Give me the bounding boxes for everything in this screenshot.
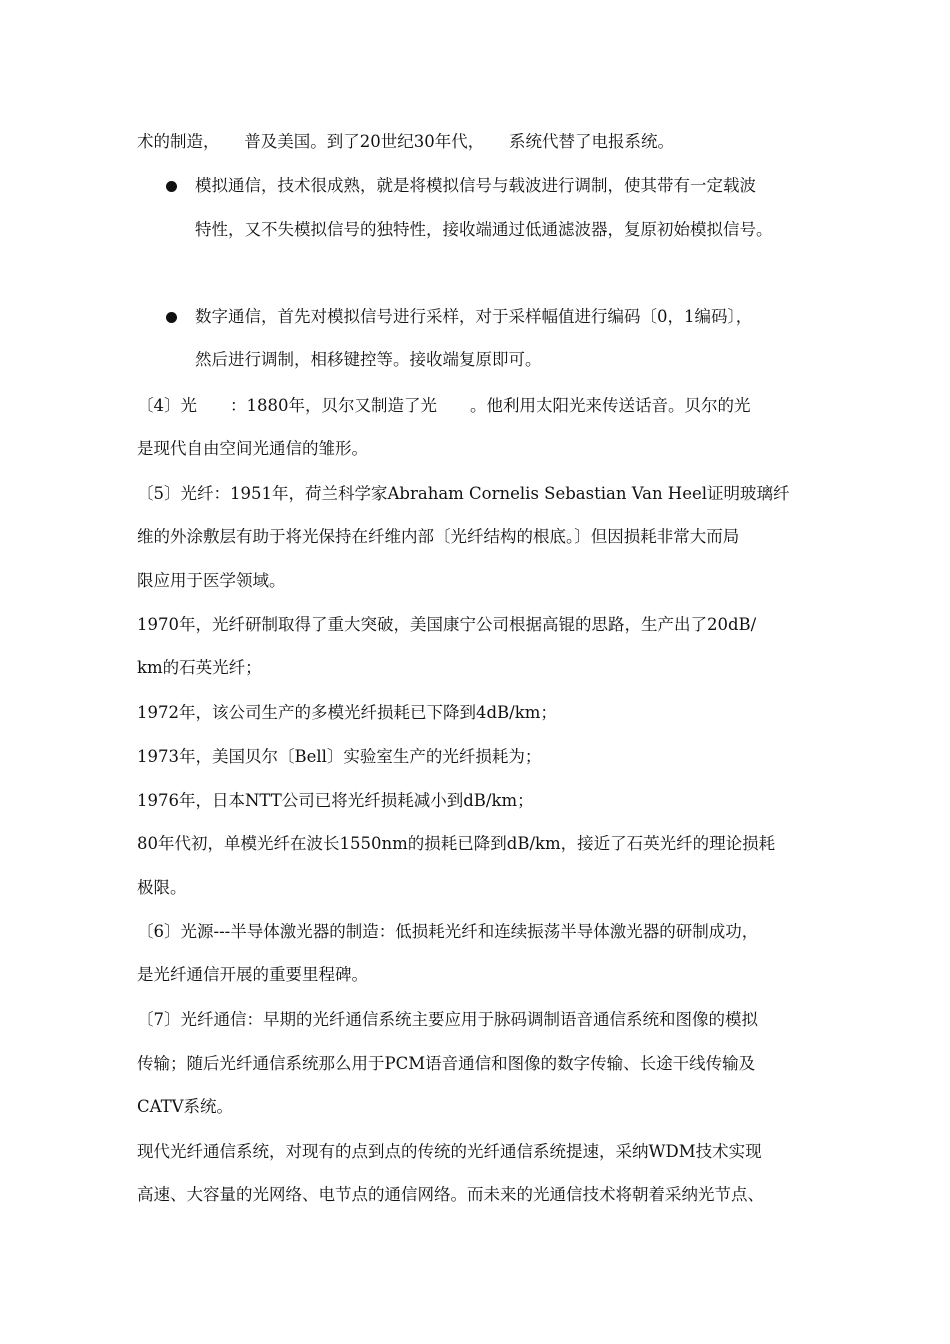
text-line: 1973年，美国贝尔〔Bell〕实验室生产的光纤损耗为； — [137, 747, 542, 766]
text-line: 1970年，光纤研制取得了重大突破，美国康宁公司根据高锟的思路，生产出了20dB/ — [137, 615, 757, 634]
bullet-text-line: 模拟通信，技术很成熟，就是将模拟信号与载波进行调制，使其带有一定载波 — [195, 176, 756, 195]
text-line: 术的制造， 普及美国。到了20世纪30年代， 系统代替了电报系统。 — [137, 132, 674, 151]
text-line: CATV系统。 — [137, 1097, 234, 1116]
bullet-text-line: 特性，又不失模拟信号的独特性，接收端通过低通滤波器，复原初始模拟信号。 — [195, 220, 773, 239]
text-line: 限应用于医学领域。 — [137, 571, 286, 590]
text-line: 维的外涂敷层有助于将光保持在纤维内部〔光纤结构的根底。〕但因损耗非常大而局 — [137, 527, 740, 546]
text-line: 〔7〕光纤通信：早期的光纤通信系统主要应用于脉码调制语音通信系统和图像的模拟 — [137, 1010, 758, 1029]
text-line: 传输；随后光纤通信系统那么用于PCM语音通信和图像的数字传输、长途干线传输及 — [137, 1054, 756, 1073]
text-line: 〔4〕光 ：1880年，贝尔又制造了光 。他利用太阳光来传送话音。贝尔的光 — [137, 396, 751, 415]
text-line: 极限。 — [137, 878, 187, 897]
text-line: 〔6〕光源---半导体激光器的制造：低损耗光纤和连续振荡半导体激光器的研制成功， — [137, 922, 759, 941]
text-line: 是现代自由空间光通信的雏形。 — [137, 439, 368, 458]
text-line: 现代光纤通信系统，对现有的点到点的传统的光纤通信系统提速，采纳WDM技术实现 — [137, 1142, 762, 1161]
text-line: 1976年，日本NTT公司已将光纤损耗减小到dB/km； — [137, 791, 534, 810]
text-line: 1972年，该公司生产的多模光纤损耗已下降到4dB/km； — [137, 703, 557, 722]
text-line: 〔5〕光纤：1951年，荷兰科学家Abraham Cornelis Sebastian Van Heel证明玻璃纤 — [137, 484, 790, 503]
text-line: 80年代初，单模光纤在波长1550nm的损耗已降到dB/km，接近了石英光纤的理论损耗 — [137, 834, 776, 853]
text-line: 是光纤通信开展的重要里程碑。 — [137, 965, 368, 984]
text-line: 高速、大容量的光网络、电节点的通信网络。而未来的光通信技术将朝着采纳光节点、 — [137, 1185, 764, 1204]
bullet-text-line: 然后进行调制，相移键控等。接收端复原即可。 — [195, 350, 542, 369]
bullet-dot-icon — [166, 312, 177, 323]
text-line: km的石英光纤； — [137, 658, 262, 677]
bullet-dot-icon — [166, 181, 177, 192]
bullet-text-line: 数字通信，首先对模拟信号进行采样，对于采样幅值进行编码〔0，1编码〕， — [195, 307, 753, 326]
